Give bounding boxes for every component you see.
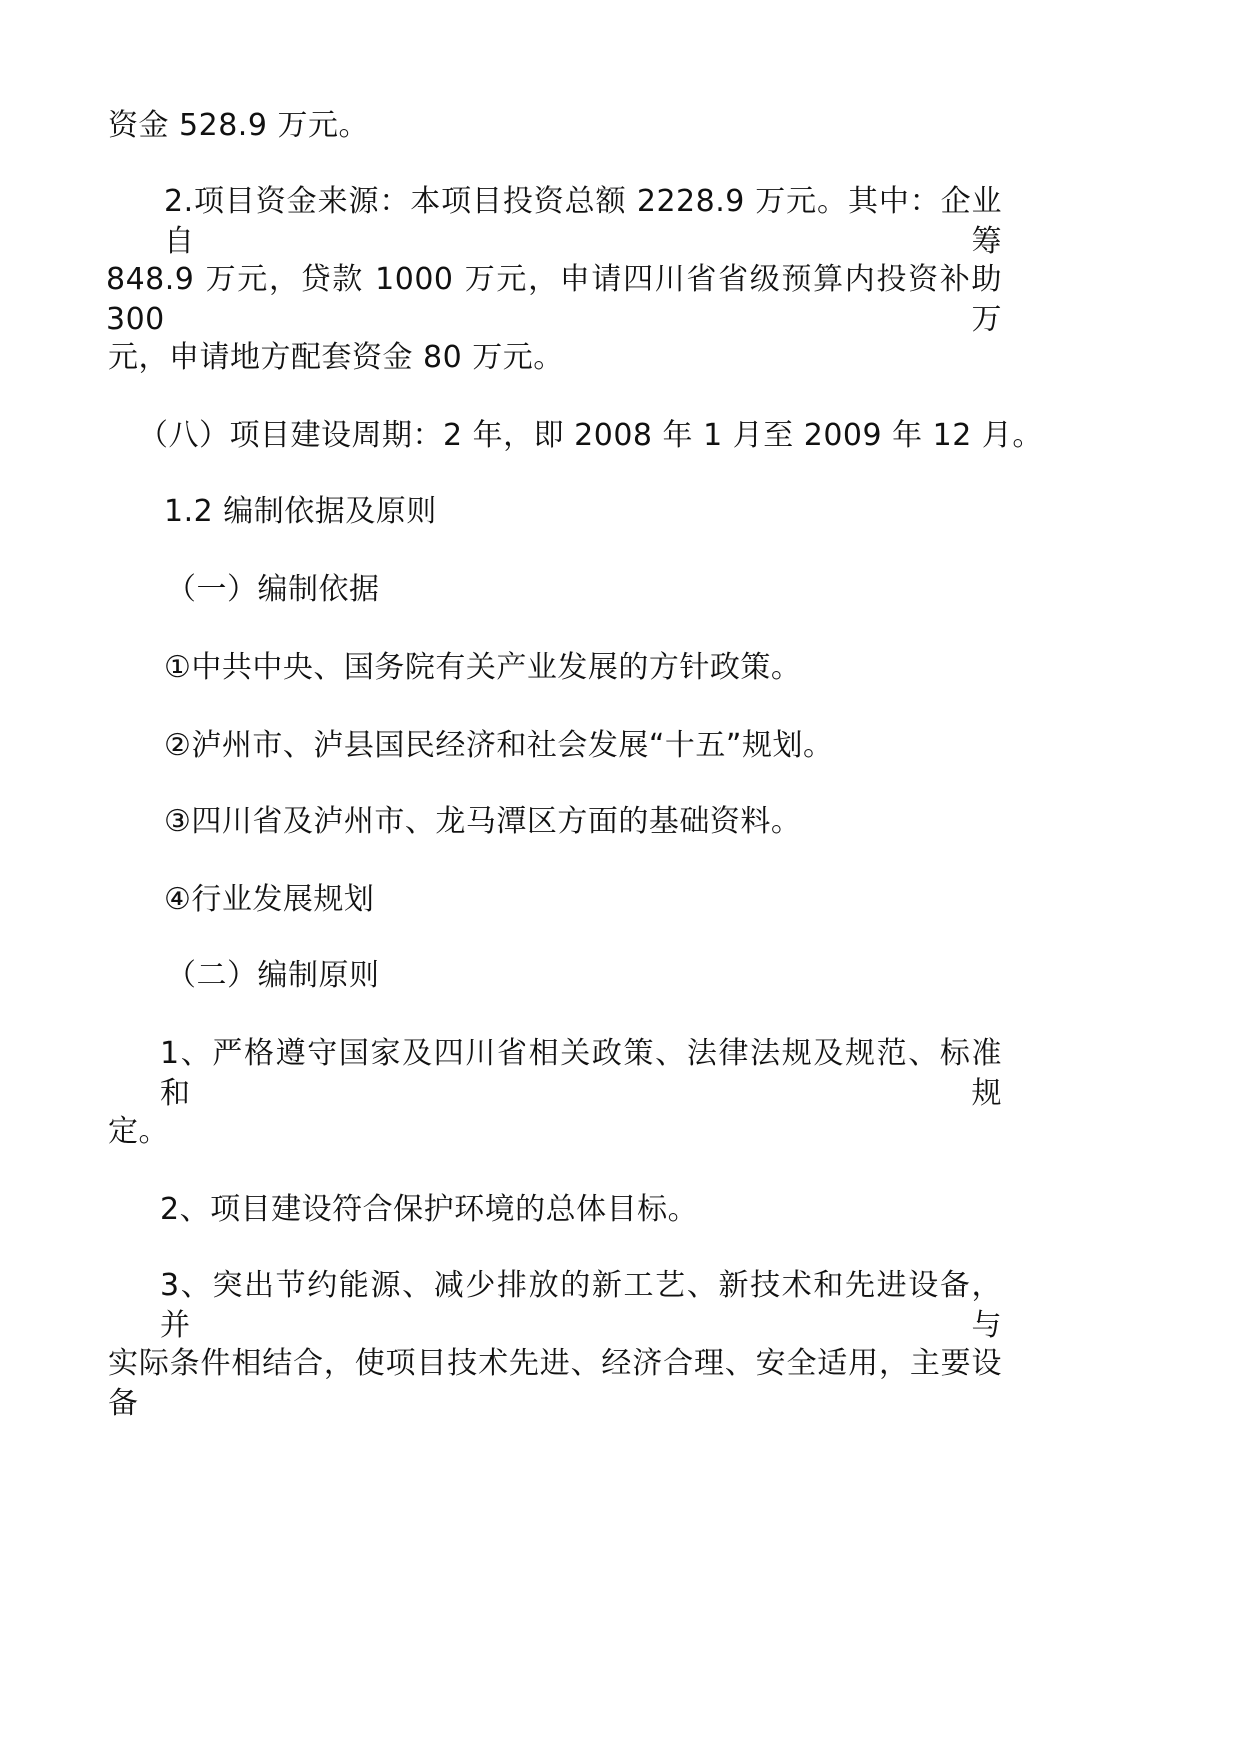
- section-heading-1-2: 1.2 编制依据及原则: [164, 494, 437, 529]
- paragraph-line-5: （八）项目建设周期：2 年，即 2008 年 1 月至 2009 年 12 月。: [138, 418, 1043, 453]
- principle-item-1: 1、严格遵守国家及四川省相关政策、法律法规及规范、标准和规: [160, 1036, 1002, 1111]
- paragraph-line-2: 2.项目资金来源：本项目投资总额 2228.9 万元。其中：企业自筹: [164, 184, 1002, 259]
- paragraph-line-4: 元，申请地方配套资金 80 万元。: [108, 340, 564, 375]
- principle-item-3: 3、突出节约能源、减少排放的新工艺、新技术和先进设备，并与: [160, 1268, 1002, 1343]
- basis-item-3: ③四川省及泸州市、龙马潭区方面的基础资料。: [164, 804, 802, 839]
- principle-item-3-cont: 实际条件相结合，使项目技术先进、经济合理、安全适用，主要设备: [108, 1346, 1002, 1421]
- paragraph-line-1: 资金 528.9 万元。: [108, 108, 369, 143]
- basis-item-1: ①中共中央、国务院有关产业发展的方针政策。: [164, 650, 802, 685]
- subsection-heading-principles: （二）编制原则: [166, 958, 380, 993]
- paragraph-line-3: 848.9 万元，贷款 1000 万元，申请四川省省级预算内投资补助 300 万: [106, 262, 1002, 337]
- basis-item-2: ②泸州市、泸县国民经济和社会发展“十五”规划。: [164, 728, 834, 763]
- principle-item-1-cont: 定。: [108, 1114, 169, 1149]
- subsection-heading-basis: （一）编制依据: [166, 572, 380, 607]
- principle-item-2: 2、项目建设符合保护环境的总体目标。: [160, 1192, 699, 1227]
- basis-item-4: ④行业发展规划: [164, 882, 375, 917]
